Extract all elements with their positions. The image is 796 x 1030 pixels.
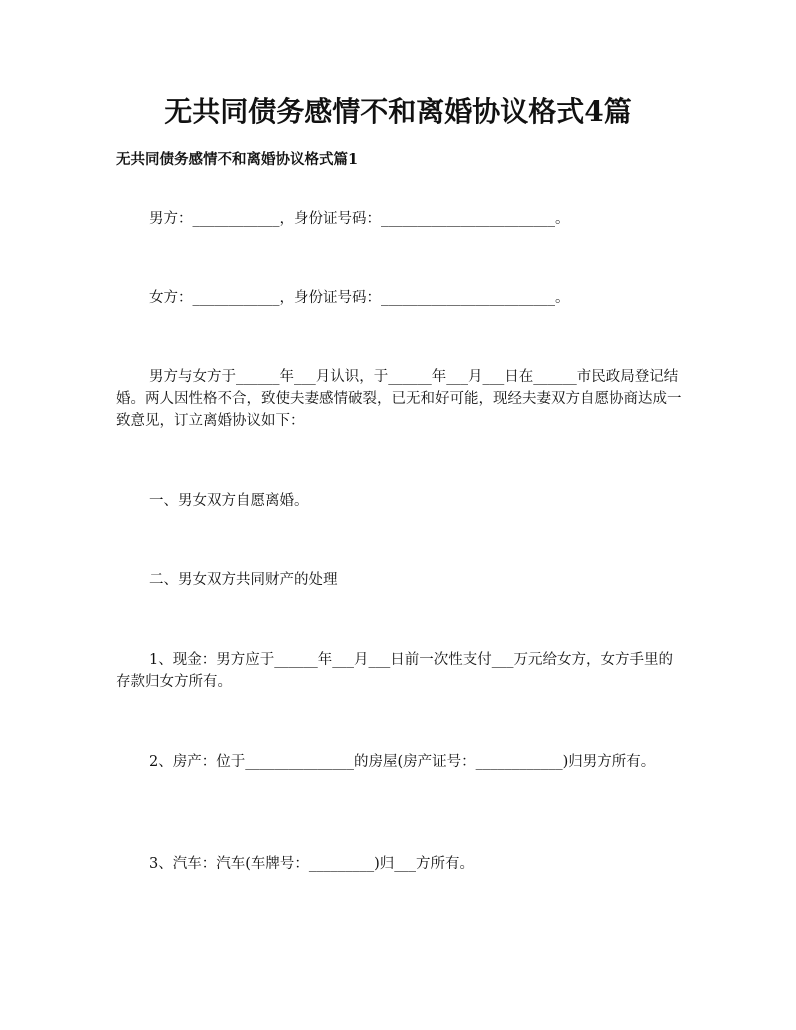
section-heading: 无共同债务感情不和离婚协议格式篇1 [116, 151, 359, 168]
paragraph-property: 2、房产：位于_______________的房屋(房产证号：____________)归男方所有。 [149, 754, 656, 770]
paragraph-car: 3、汽车：汽车(车牌号：_________)归___方所有。 [149, 856, 475, 872]
paragraph-female-party: 女方：____________，身份证号码：________________________。 [149, 290, 570, 306]
paragraph-marriage-info: 男方与女方于______年___月认识，于______年___月___日在______市民政局登记结婚。两人因性格不合，致使夫妻感情破裂，已无和好可能，现经夫妻双方自愿协商达成一致意见，订立离婚协议如下： [116, 369, 682, 429]
paragraph-clause-2: 二、男女双方共同财产的处理 [149, 572, 338, 588]
paragraph-cash: 1、现金：男方应于______年___月___日前一次性支付___万元给女方，女方手里的存款归女方所有。 [116, 652, 673, 690]
paragraph-clause-1: 一、男女双方自愿离婚。 [149, 493, 309, 509]
document-title: 无共同债务感情不和离婚协议格式4篇 [164, 95, 632, 128]
paragraph-male-party: 男方：____________，身份证号码：________________________。 [149, 211, 570, 227]
